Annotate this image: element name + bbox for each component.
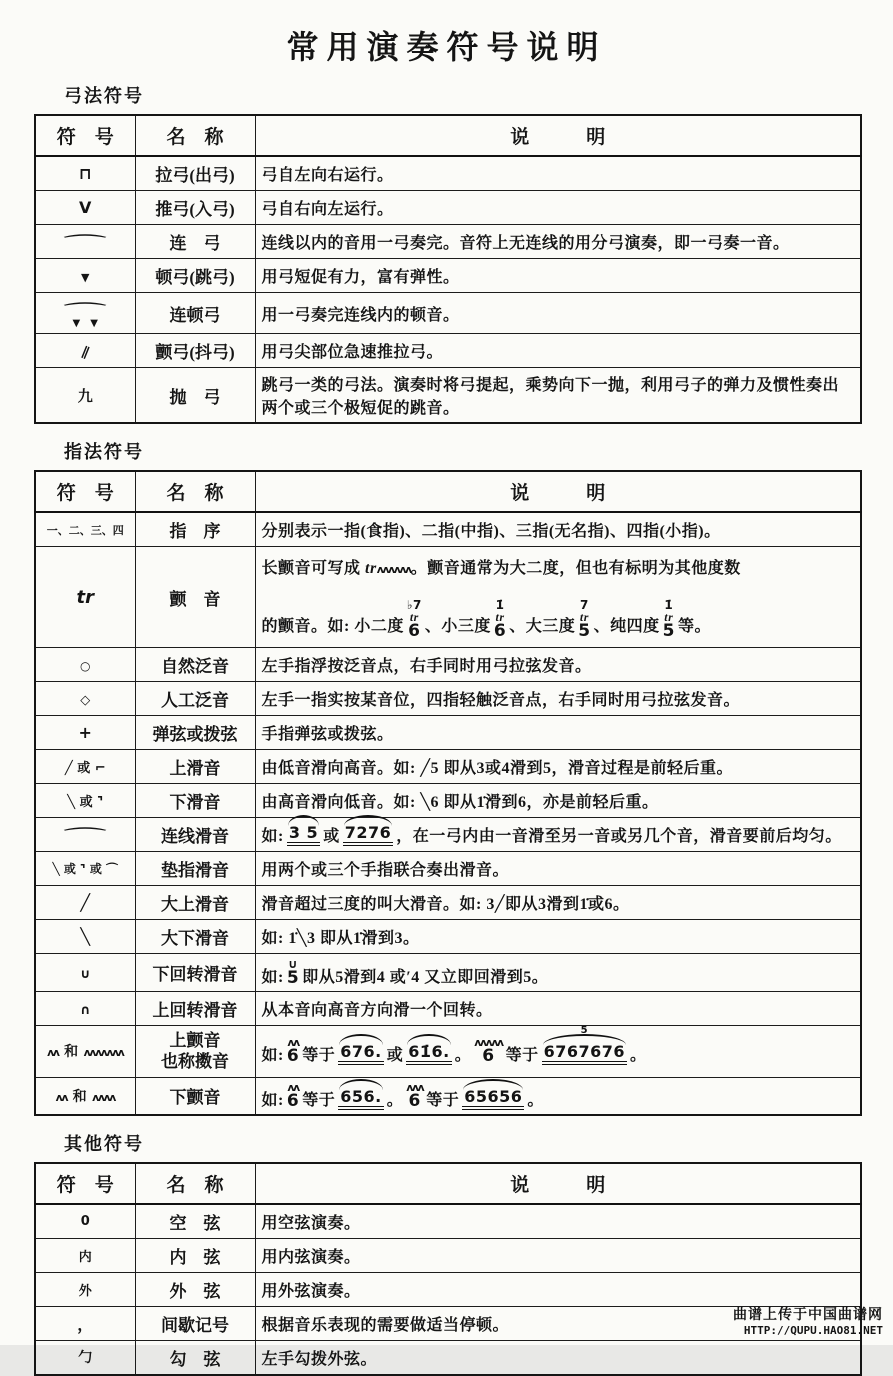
desc-cell: 左手勾拨外弦。 [255,1340,861,1375]
table-row [35,784,861,818]
header-desc: 说 明 [255,1163,861,1204]
section-heading-fingering: 指法符号 [64,442,144,462]
header-symbol: 符 号 [35,1163,135,1204]
header-name: 名 称 [135,1163,255,1204]
symbol-cell [35,750,135,784]
open-string-symbol: 0 [80,1213,90,1229]
symbol-cell [35,920,135,954]
header-symbol: 符 号 [35,471,135,512]
symbol-cell [35,191,135,225]
desc-cell: 弓自右向左运行。 [255,191,861,225]
desc-cell: 如: 1̇╲3 即从1̇滑到3。 [255,920,861,954]
name-cell: 垫指滑音 [135,852,255,886]
symbol-cell [35,992,135,1026]
symbol-cell [35,818,135,852]
name-cell: 下滑音 [135,784,255,818]
slide-down-icon: ╲ 或 ⌝ [67,795,104,810]
pad-finger-slide-icon: ╲ 或 ⌝ 或 ⌒ [52,862,119,876]
trill-equivalent-notation: 65656 [462,1087,524,1110]
name-cell: 颤 音 [135,547,255,648]
name-cell: 内 弦 [135,1238,255,1272]
slur-slide-icon: ⌒ [64,826,107,845]
header-name: 名 称 [135,115,255,156]
desc-cell: 手指弹弦或拨弦。 [255,716,861,750]
upper-trill-long-icon: ʌʌʌʌʌʌʌ [83,1046,124,1060]
table-row [35,818,861,852]
header-desc: 说 明 [255,115,861,156]
symbol-cell [35,1306,135,1340]
symbol-cell [35,784,135,818]
desc-cell: 根据音乐表现的需要做适当停顿。 [255,1306,861,1340]
lower-trill-long-icon: ʌʌʌʌ [92,1090,115,1104]
table-row [35,156,861,191]
symbol-cell [35,512,135,547]
desc-cell: 用弓尖部位急速推拉弓。 [255,334,861,368]
desc-cell: 用一弓奏完连线内的顿音。 [255,293,861,334]
desc-cell: 如: ʌʌ 6 等于 676. 或 61̇6. 。 ʌʌʌʌʌ 6 等于 5 6767676 。 [255,1026,861,1078]
symbol-cell [35,1272,135,1306]
table-row [35,1272,861,1306]
big-slide-down-icon: ╲ [80,927,91,946]
name-cell: 抛 弓 [135,368,255,424]
symbol-cell [35,225,135,259]
trill-equivalent-notation: 656. [338,1087,383,1110]
table-row [35,852,861,886]
desc-cell: 用两个或三个手指联合奏出滑音。 [255,852,861,886]
symbol-cell: ʌʌ 和 ʌʌʌʌ [35,1077,135,1115]
trill-equivalent-notation: 5 6767676 [542,1042,627,1065]
natural-harmonic-icon: ○ [80,659,91,673]
watermark-site-url: HTTP://QUPU.HAO81.NET [743,1324,883,1337]
outer-string-symbol: 外 [78,1282,92,1298]
bowing-symbols-table [34,114,862,424]
slide-up-icon: ╱ 或 ⌐ [64,761,106,776]
table-row [35,750,861,784]
trill-note-notation: ʌʌ 6 [286,1036,300,1067]
table-row [35,512,861,547]
symbol-cell [35,334,135,368]
pizzicato-icon: + [78,723,92,742]
table-row [35,1026,861,1078]
name-cell: 勾 弦 [135,1340,255,1375]
desc-cell: 从本音向高音方向滑一个回转。 [255,992,861,1026]
lower-trill-short-icon: ʌʌ [55,1090,67,1104]
finger-order-symbol: 一、二、三、四 [46,524,124,537]
name-cell: 大下滑音 [135,920,255,954]
desc-cell: 左手一指实按某音位，四指轻触泛音点，右手同时用弓拉弦发音。 [255,682,861,716]
other-symbols-table [34,1162,862,1376]
table-row [35,992,861,1026]
watermark-footer [733,1304,883,1337]
table-row [35,225,861,259]
name-cell: 弹弦或拨弦 [135,716,255,750]
table-row [35,547,861,648]
symbol-cell [35,1204,135,1239]
down-bow-icon: ⊓ [78,164,92,183]
name-cell: 上回转滑音 [135,992,255,1026]
symbol-cell [35,682,135,716]
tremolo-icon: ∥ [79,344,92,361]
table-header-row [35,1163,861,1204]
table-header-row [35,471,861,512]
desc-cell: 如: ∪ 5 即从5滑到4 或′4 又立即回滑到5。 [255,954,861,992]
trill-example-notation: 1̇ tr 6 [493,597,507,641]
table-row [35,1077,861,1115]
header-name: 名 称 [135,471,255,512]
symbol-cell [35,368,135,424]
table-row [35,648,861,682]
desc-cell: 用内弦演奏。 [255,1238,861,1272]
symbol-cell [35,259,135,293]
name-cell: 指 序 [135,512,255,547]
inner-string-symbol: 内 [78,1248,92,1264]
desc-cell: 左手指浮按泛音点，右手同时用弓拉弦发音。 [255,648,861,682]
symbol-cell [35,547,135,648]
table-row [35,191,861,225]
table-row [35,293,861,334]
upper-turn-slide-icon: ∩ [79,1003,91,1018]
symbol-cell [35,852,135,886]
table-row [35,920,861,954]
desc-cell: 如: 3 5 或 7276 ，在一弓内由一音滑至另一音或另几个音，滑音要前后均匀。 [255,818,861,852]
trill-example-notation: 7 tr 5 [578,597,591,641]
desc-cell: 滑音超过三度的叫大滑音。如: 3╱即从3滑到1̇或6。 [255,886,861,920]
section-heading-other: 其他符号 [64,1133,144,1154]
artificial-harmonic-icon: ◇ [80,693,91,708]
name-cell: 空 弦 [135,1204,255,1239]
symbol-cell: ʌʌ 和 ʌʌʌʌʌʌʌ [35,1026,135,1078]
table-row [35,682,861,716]
trill-note-notation: ʌʌʌ 6 [406,1080,424,1111]
lower-turn-slide-icon: ∪ [79,967,91,982]
desc-cell: 跳弓一类的弓法。演奏时将弓提起，乘势向下一抛，利用弓子的弹力及惯性奏出两个或三个极短促的跳音。 [255,368,861,424]
name-cell: 连 弓 [135,225,255,259]
tr-mark: tr [365,560,377,578]
name-cell: 大上滑音 [135,886,255,920]
desc-cell: 如: ʌʌ 6 等于 656. 。 ʌʌʌ 6 等于 65656 。 [255,1077,861,1115]
hook-string-symbol: 勹 [78,1351,93,1366]
slide-example-notation: 7276 [343,823,394,846]
table-row [35,954,861,992]
trill-note-notation: ʌʌ 6 [286,1080,300,1111]
desc-cell: 由低音滑向高音。如: ╱5 即从3或4滑到5，滑音过程是前轻后重。 [255,750,861,784]
watermark-site-name: 曲谱上传于中国曲谱网 [733,1307,883,1323]
section-heading-bowing: 弓法符号 [64,86,144,106]
trill-desc-line2: 的颤音。如: 小二度 ♭7 tr 6 、小三度 1̇ tr 6 、大三度 7 tr 5 、纯四度 1̇ tr 5 等。 [261,597,711,641]
trill-example-notation: 1̇ tr 5 [662,597,675,641]
desc-cell: 分别表示一指(食指)、二指(中指)、三指(无名指)、四指(小指)。 [255,512,861,547]
table-row [35,1238,861,1272]
symbol-cell [35,156,135,191]
symbol-cell [35,954,135,992]
page-title: 常用演奏符号说明 [286,29,607,65]
slur-icon: ⌒ [64,233,107,252]
table-row [35,1340,861,1375]
symbol-cell [35,648,135,682]
name-cell: 连顿弓 [135,293,255,334]
name-cell: 人工泛音 [135,682,255,716]
name-cell: 上颤音 也称擞音 [135,1026,255,1078]
symbol-cell [35,1238,135,1272]
trill-symbol: tr [76,586,94,608]
trill-equivalent-notation: 676. [338,1042,383,1065]
spiccato-symbol: 九 [77,388,93,405]
table-row [35,368,861,424]
turn-example-notation: ∪ 5 [286,957,300,988]
name-cell: 推弓(入弓) [135,191,255,225]
wavy-line-icon: ʌʌʌʌʌʌ [376,563,411,577]
upper-trill-short-icon: ʌʌ [47,1046,59,1060]
name-cell: 颤弓(抖弓) [135,334,255,368]
desc-cell: 用弓短促有力，富有弹性。 [255,259,861,293]
fingering-symbols-table [34,470,862,1116]
name-cell: 拉弓(出弓) [135,156,255,191]
name-cell: 自然泛音 [135,648,255,682]
big-slide-up-icon: ╱ [80,893,91,912]
breath-pause-symbol: ， [77,1314,94,1334]
name-cell: 连线滑音 [135,818,255,852]
desc-cell [255,547,861,648]
table-row [35,334,861,368]
desc-cell: 用外弦演奏。 [255,1272,861,1306]
header-symbol: 符 号 [35,115,135,156]
name-cell: 下颤音 [135,1077,255,1115]
desc-cell: 用空弦演奏。 [255,1204,861,1239]
symbol-cell [35,293,135,334]
name-cell: 间歇记号 [135,1306,255,1340]
slide-example-notation: 3 5 [287,823,320,846]
trill-equivalent-notation: 61̇6. [406,1042,451,1065]
tuplet-number: 5 [580,1025,589,1037]
name-cell: 外 弦 [135,1272,255,1306]
name-cell: 上滑音 [135,750,255,784]
table-row [35,716,861,750]
table-header-row [35,115,861,156]
symbol-cell [35,716,135,750]
slurred-staccato-icon: ⌒ ▼ ▼ [64,301,107,329]
desc-cell: 由高音滑向低音。如: ╲6 即从1̇滑到6，亦是前轻后重。 [255,784,861,818]
name-cell: 下回转滑音 [135,954,255,992]
table-row [35,1204,861,1239]
table-row [35,886,861,920]
name-cell: 顿弓(跳弓) [135,259,255,293]
desc-cell: 弓自左向右运行。 [255,156,861,191]
table-row [35,259,861,293]
header-desc: 说 明 [255,471,861,512]
symbol-cell [35,886,135,920]
trill-note-notation: ʌʌʌʌʌ 6 [474,1036,503,1067]
up-bow-icon: V [79,198,92,217]
trill-desc-line1: 长颤音可写成 trʌʌʌʌʌʌ。颤音通常为大二度，但也有标明为其他度数 [261,560,741,578]
symbol-cell [35,1340,135,1375]
desc-cell: 连线以内的音用一弓奏完。音符上无连线的用分弓演奏，即一弓奏一音。 [255,225,861,259]
staccato-icon: ▼ [81,271,90,284]
trill-example-notation: ♭7 tr 6 [406,597,422,641]
